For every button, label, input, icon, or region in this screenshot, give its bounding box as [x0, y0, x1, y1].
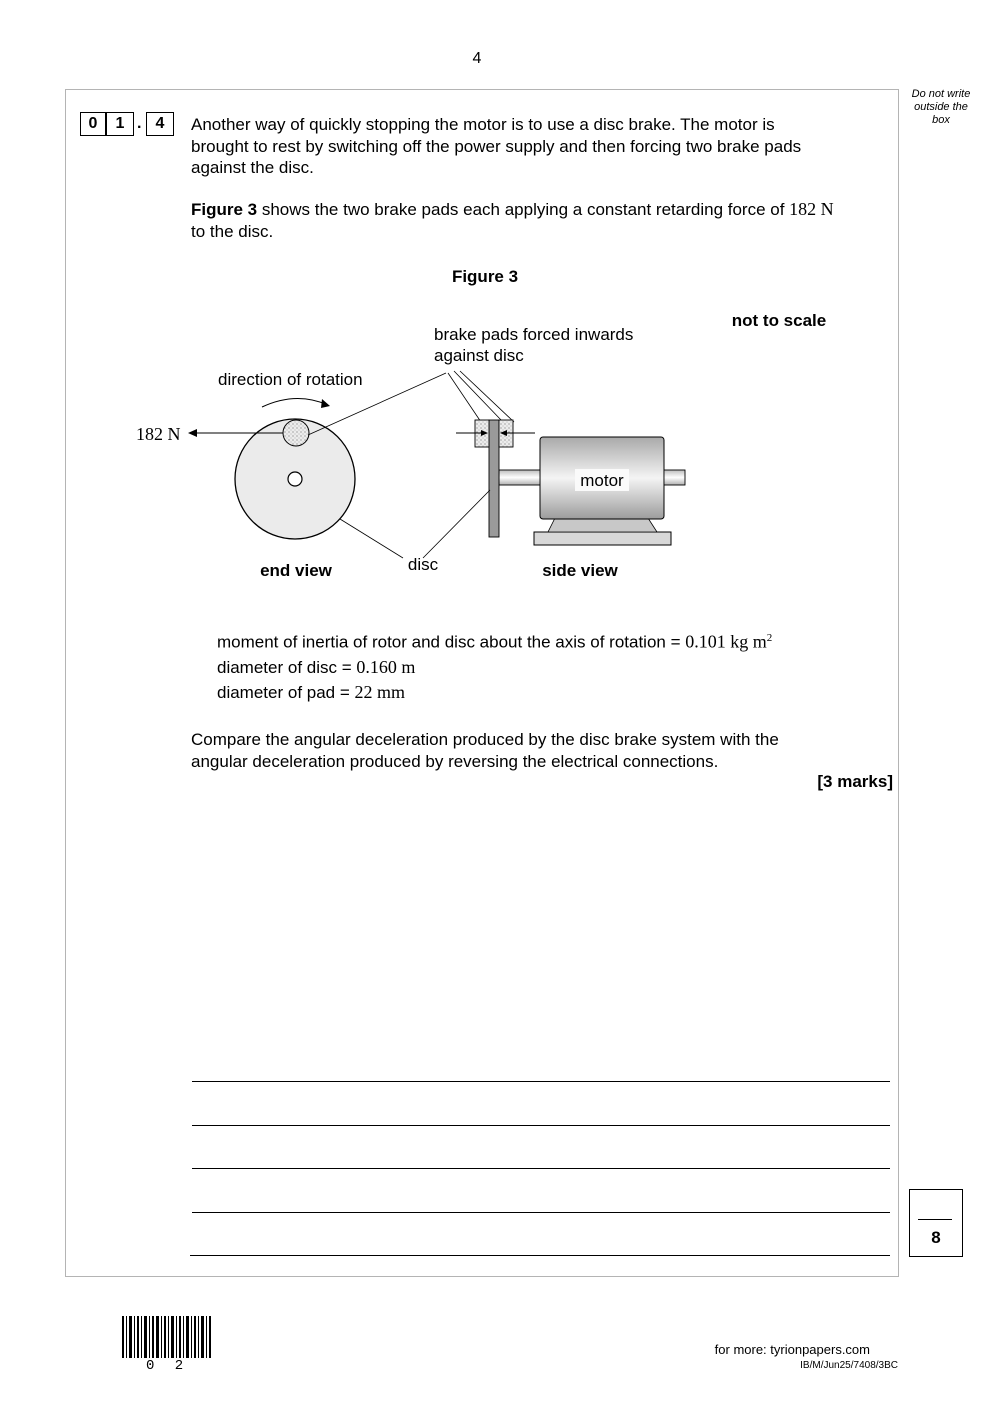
pad-leader-line-4 — [460, 371, 514, 422]
end-view-brake-pad — [283, 420, 309, 446]
disc-diameter-value: 0.160 m — [356, 656, 416, 677]
barcode-image — [122, 1316, 214, 1358]
inertia-text: moment of inertia of rotor and disc about the axis of rotation = — [217, 632, 686, 652]
axle-hole — [288, 472, 302, 486]
motor-feet — [548, 518, 657, 532]
margin-note: Do not write outside the box — [911, 88, 971, 126]
disc-diameter-line — [217, 655, 772, 680]
figure-ref-bold: Figure 3 — [191, 200, 258, 219]
instruction-line-2: angular deceleration produced by reversing the electrical connections. — [191, 751, 719, 771]
barcode-number: 0 2 — [146, 1358, 190, 1374]
marks-allocation: [3 marks] — [817, 772, 893, 791]
answer-line-1[interactable] — [192, 1081, 890, 1082]
given-data — [217, 626, 772, 705]
disc-leader-side — [423, 490, 490, 558]
instruction-line-1: Compare the angular deceleration produced by the disc brake system with the — [191, 730, 779, 749]
disc-leader-end — [340, 519, 403, 558]
footer-source: for more: tyrionpapers.com — [714, 1342, 870, 1357]
pad-diameter-text: diameter of pad = — [217, 682, 355, 702]
end-view-label: end view — [260, 561, 332, 580]
marks-total: 8 — [931, 1228, 941, 1247]
intro-line-3: against the disc. — [191, 158, 314, 177]
rotation-arrow-head — [321, 399, 330, 408]
figure-reference — [191, 199, 834, 242]
direction-of-rotation-label: direction of rotation — [218, 370, 363, 389]
rear-shaft — [664, 470, 685, 485]
side-view-label: side view — [542, 561, 618, 580]
inertia-line — [217, 626, 772, 655]
inertia-value: 0.101 kg m — [685, 631, 767, 652]
disc-diameter-text: diameter of disc = — [217, 657, 357, 677]
figure-title: Figure 3 — [451, 267, 519, 286]
intro-line-2: brought to rest by switching off the power supply and then forcing two brake pads — [191, 136, 802, 156]
footer-code: IB/M/Jun25/7408/3BC — [800, 1360, 898, 1371]
front-shaft — [499, 470, 540, 485]
pad-leader-line-3 — [454, 371, 502, 421]
pad-diameter-value: 22 mm — [354, 681, 406, 702]
figure-3-diagram — [0, 255, 994, 595]
question-digit-2: 1 — [106, 112, 134, 136]
disc-label: disc — [407, 555, 439, 574]
motor-base-plate — [534, 532, 671, 545]
not-to-scale-label: not to scale — [731, 311, 827, 330]
answer-line-2[interactable] — [192, 1125, 890, 1126]
inertia-exponent: 2 — [766, 632, 773, 644]
question-digit-3: 4 — [146, 112, 174, 136]
figure-ref-line-2: to the disc. — [191, 221, 274, 241]
brake-pads-label-line-2: against disc — [434, 346, 524, 365]
side-view-disc — [489, 420, 499, 537]
page-number: 4 — [472, 50, 482, 67]
question-dot: . — [137, 115, 142, 132]
question-intro — [191, 114, 801, 179]
question-digit-1: 0 — [80, 112, 106, 136]
force-label: 182 N — [136, 424, 181, 444]
pad-leader-line-2 — [448, 373, 481, 422]
rotation-arrow — [262, 398, 328, 407]
answer-line-5[interactable] — [190, 1255, 890, 1256]
brake-pads-label-line-1: brake pads forced inwards — [434, 325, 634, 344]
answer-line-3[interactable] — [192, 1168, 890, 1169]
figure-ref-text: shows the two brake pads each applying a constant retarding force of — [257, 200, 790, 219]
question-instruction — [191, 729, 779, 772]
force-value: 182 N — [789, 199, 834, 219]
force-arrow-head — [188, 429, 197, 437]
motor-label: motor — [580, 471, 624, 490]
answer-line-4[interactable] — [192, 1212, 890, 1213]
pad-diameter-line — [217, 680, 772, 705]
intro-line-1: Another way of quickly stopping the motor is to use a disc brake. The motor is — [191, 115, 775, 134]
marks-total-rule — [918, 1219, 952, 1220]
